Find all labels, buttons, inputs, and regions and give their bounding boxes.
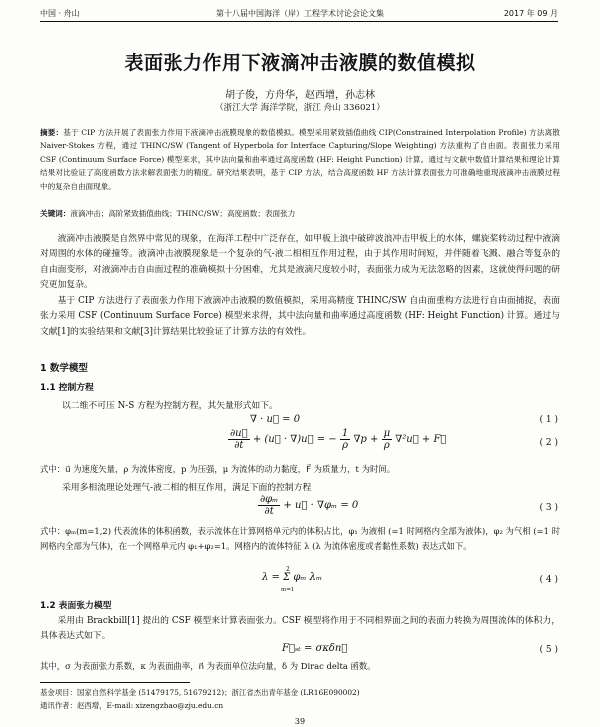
header-center: 第十八届中国海洋（岸）工程学术讨论会论文集 [216, 9, 384, 18]
equation-3-number: ( 3 ) [539, 503, 558, 513]
equation-3-intro: 采用多相流理论处理气-液二相的相互作用，满足下面的控制方程 [62, 483, 312, 493]
subsection-heading-1-1: 1.1 控制方程 [40, 383, 94, 393]
eq2-frac2-denominator: ρ [383, 440, 390, 451]
intro-paragraph-1: 液滴冲击液膜是自然界中常见的现象，在海洋工程中广泛存在，如甲板上浪中破碎波浪冲击甲板上的水体，螺旋桨转动过程中液滴对周围的水体的碰撞等。液滴冲击液膜现象是一个复杂的气-液二相相互作用过程，由于其作用时间短，并伴随着飞溅、融合等复杂的自由面变形，对液滴冲击自由面过程的准确模拟十分困难，尤其是液滴尺度较小时，表面张力成为无法忽略的因素，这就使得问题的研究更加复杂。 [40, 234, 560, 290]
header-right: 2017 年 09 月 [503, 9, 558, 18]
equation-2-number: ( 2 ) [539, 438, 558, 448]
equation-4 [262, 572, 322, 583]
affiliation: （浙江大学 海洋学院，浙江 舟山 336021） [215, 103, 385, 113]
authors: 胡子俊，方舟华，赵西增，孙志林 [225, 90, 375, 101]
paper-title: 表面张力作用下液滴冲击液膜的数值模拟 [124, 52, 476, 74]
keywords-label: 关键词： [40, 209, 71, 218]
eq2-lhs-numerator: ∂u⃗ [230, 428, 248, 439]
eq2-frac2-numerator: μ [383, 428, 391, 439]
equation-3-description: 式中：φₘ(m=1,2) 代表流体的体积函数，表示流体在计算网格单元内的体积占比，φ₁ 为液相 (=1 时网格内全部为液体)，φ₂ 为气相 (=1 时网格内全部为气体)，在一个网格单元内 φ₁+φ₂=1。网格内的流体特征 λ (λ 为流体密度或者黏性系数) 表达式如下。 [40, 526, 560, 552]
abstract-label: 摘要： [40, 128, 64, 137]
intro-paragraph-2: 基于 CIP 方法进行了表面张力作用下液滴冲击液膜的数值模拟，采用高精度 THINC/SW 自由面重构方法进行自由面捕捉，表面张力采用 CSF (Continuum Surface Force) 模型来求得，其中法向量和曲率通过高度函数 (HF: Height Function) 计算。通过与文献[1]的实验结果和文献[3]计算结果比较验证了计算方法的有效性。 [40, 296, 560, 337]
eq3-denominator: ∂t [264, 506, 274, 517]
section-heading: 1 数学模型 [40, 363, 88, 374]
equation-5-number: ( 5 ) [539, 645, 558, 655]
eq2-frac1-denominator: ρ [342, 440, 349, 451]
subsection-heading-1-2: 1.2 表面张力模型 [40, 601, 112, 611]
equation-1-number: ( 1 ) [539, 415, 558, 425]
eq3-numerator: ∂φₘ [260, 494, 279, 505]
equation-5: F⃗ₛₜ = σκδn⃗ [282, 643, 348, 654]
footnote-corresponding-author: 通讯作者：赵西增，E-mail: xizengzhao@zju.edu.cn [40, 701, 224, 710]
page-number: 39 [294, 717, 306, 726]
eq4-sum-lower: m=1 [281, 587, 295, 593]
eq2-middle: + (u⃗ · ∇)u⃗ = − [252, 434, 337, 445]
eq2-lhs-denominator: ∂t [234, 440, 244, 451]
abstract-text: 基于 CIP 方法开展了表面张力作用下液滴冲击液膜现象的数值模拟。模型采用紧致插值曲线 CIP(Constrained Interpolation Profile) 方法离散 Naiver-Stokes 方程，通过 THINC/SW (Tangent of Hyperbola for Interface Capturing/Slope Weighting) 方法重构了自由面。表面张力采用 CSF (Continuum Surface Force) 模型来求，其中法向量和曲率通过高度函数 (HF: Height Function) 计算。通过与文献中数值计算结果和理论计算结果对比验证了高度函数方法求解表面张力的精度。研究结果表明，基于 CIP 方法，结合高度函数 HF 方法计算表面张力可准确地重现液滴冲击液膜过程中的复杂自由面现象。 [40, 128, 560, 191]
subsection-text-1-2: 采用由 Brackbill[1] 提出的 CSF 模型来计算表面张力。CSF 模型将作用于不同相界面之间的表面力转换为周围流体的体积力，具体表达式如下。 [40, 616, 560, 642]
header-rule [40, 21, 558, 22]
header-left: 中国 · 舟山 [40, 9, 80, 18]
equation-4-number: ( 4 ) [539, 575, 558, 585]
equation-5-description: 其中，σ 为表面张力系数，κ 为表面曲率，n⃗ 为表面单位法向量，δ 为 Dirac delta 函数。 [40, 661, 376, 671]
eq3-rest: + u⃗ · ∇φₘ = 0 [283, 500, 359, 511]
subsection-text-1-1: 以二维不可压 N-S 方程为控制方程，其矢量形式如下。 [62, 401, 278, 411]
abstract [40, 126, 560, 193]
footnote-funding: 基金项目：国家自然科学基金 (51479175, 51679212)；浙江省杰出青年基金 (LR16E090002) [40, 688, 360, 697]
eq2-middle-2: ∇p + [353, 434, 379, 445]
eq4-body: λ = Σ φₘ λₘ [262, 572, 323, 583]
footnote-rule [40, 682, 190, 683]
equation-3 [258, 494, 358, 517]
equation-2-description: 式中：u⃗ 为速度矢量，ρ 为流体密度，p 为压强，μ 为流体的动力黏度，F⃗ 为质量力，t 为时间。 [40, 464, 396, 474]
equation-1: ∇ · u⃗ = 0 [250, 414, 301, 425]
eq2-frac1-numerator: 1 [341, 428, 349, 439]
eq4-sum-upper: 2 [286, 566, 290, 573]
equation-2 [228, 428, 446, 451]
eq2-end: ∇²u⃗ + F⃗ [395, 434, 447, 445]
keywords-text: 液滴冲击；高阶紧致插值曲线；THINC/SW；高度函数；表面张力 [70, 209, 296, 218]
keywords [40, 207, 560, 220]
